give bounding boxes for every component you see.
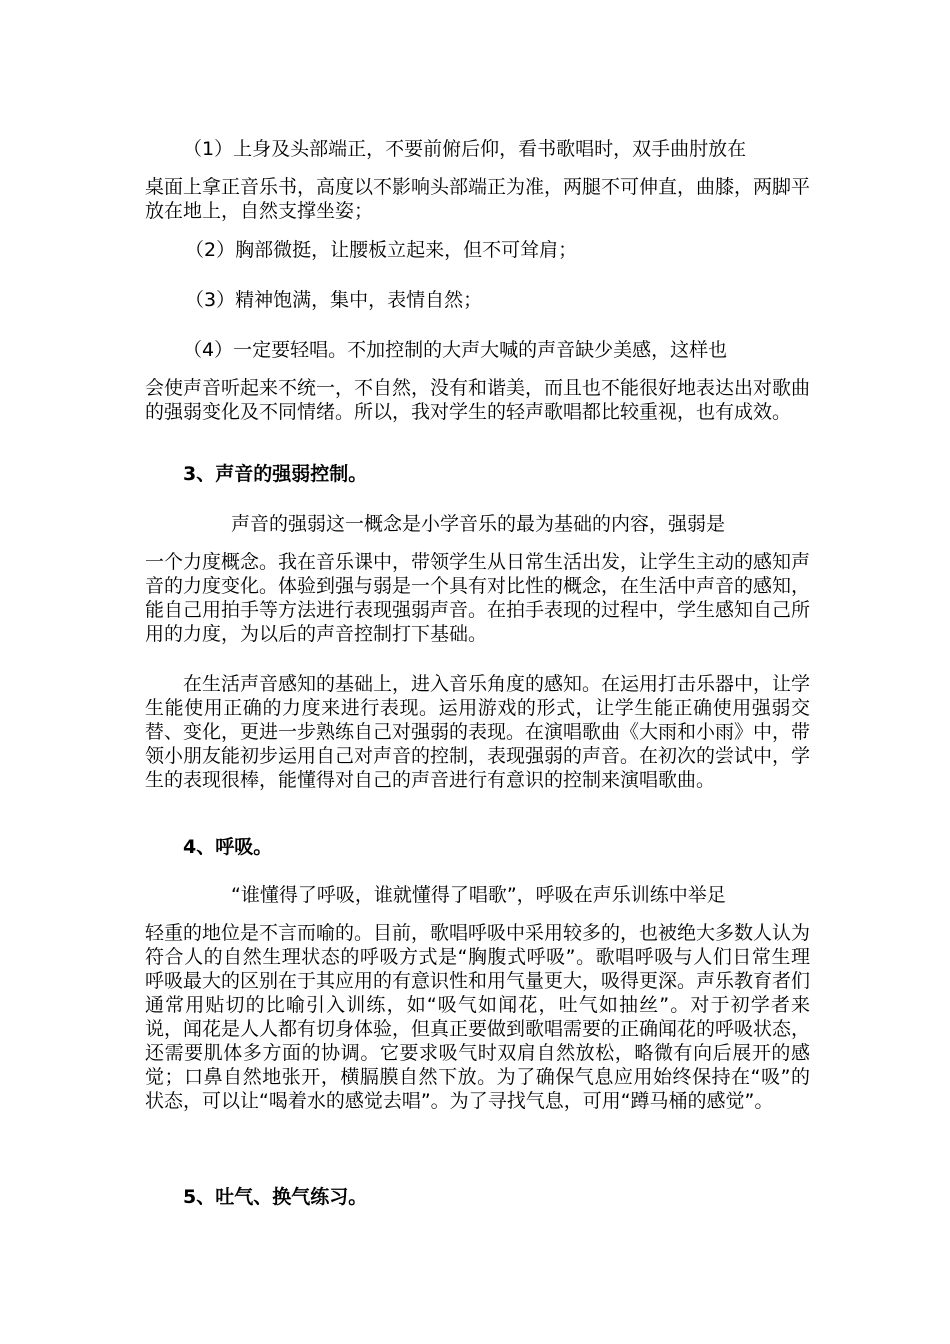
- section-heading-5: 5、吐气、换气练习。: [183, 1186, 368, 1208]
- paragraph-body: 桌面上拿正音乐书，高度以不影响头部端正为准，两腿不可伸直，曲膝，两脚平放在地上，自然支撑坐姿；: [145, 176, 811, 222]
- paragraph-first-line: 声音的强弱这一概念是小学音乐的最为基础的内容，强弱是: [231, 513, 726, 535]
- paragraph-breathing: [145, 883, 810, 1113]
- paragraph-posture-2: （2）胸部微挺，让腰板立起来，但不可耸肩；: [185, 239, 578, 261]
- paragraph-posture-1: [145, 137, 810, 223]
- paragraph-body: 会使声音听起来不统一，不自然，没有和谐美，而且也不能很好地表达出对歌曲的强弱变化及不同情绪。所以，我对学生的轻声歌唱都比较重视，也有成效。: [145, 377, 811, 423]
- paragraph-body: 一个力度概念。我在音乐课中，带领学生从日常生活出发，让学生主动的感知声音的力度变化。体验到强与弱是一个具有对比性的概念，在生活中声音的感知，能自己用拍手等方法进行表现强弱声音。在拍手表现的过程中，学生感知自己所用的力度，为以后的声音控制打下基础。: [145, 551, 811, 645]
- paragraph-dynamics-2: 在生活声音感知的基础上，进入音乐角度的感知。在运用打击乐器中，让学生能使用正确的力度来进行表现。运用游戏的形式，让学生能正确使用强弱交替、变化，更进一步熟练自己对强弱的表现。在演唱歌曲《大雨和小雨》中，带领小朋友能初步运用自己对声音的控制，表现强弱的声音。在初次的尝试中，学生的表现很棒，能懂得对自己的声音进行有意识的控制来演唱歌曲。: [145, 673, 811, 791]
- paragraph-first-line: （1）上身及头部端正，不要前俯后仰，看书歌唱时，双手曲肘放在: [183, 138, 747, 160]
- section-heading-4: 4、呼吸。: [183, 836, 273, 858]
- paragraph-posture-3: （3）精神饱满，集中，表情自然；: [185, 289, 483, 311]
- paragraph-dynamics-1: [145, 512, 810, 646]
- paragraph-first-line: “谁懂得了呼吸，谁就懂得了唱歌”，呼吸在声乐训练中举足: [231, 884, 726, 906]
- paragraph-body: 轻重的地位是不言而喻的。目前，歌唱呼吸中采用较多的，也被绝大多数人认为符合人的自然生理状态的呼吸方式是“胸腹式呼吸”。歌唱呼吸与人们日常生理呼吸最大的区别在于其应用的有意识性和用气量更大，吸得更深。声乐教育者们通常用贴切的比喻引入训练，如“吸气如闻花，吐气如抽丝”。对于初学者来说，闻花是人人都有切身体验，但真正要做到歌唱需要的正确闻花的呼吸状态，还需要肌体多方面的协调。它要求吸气时双肩自然放松，略微有向后展开的感觉；口鼻自然地张开，横膈膜自然下放。为了确保气息应用始终保持在“吸”的状态，可以让“喝着水的感觉去唱”。为了寻找气息，可用“蹲马桶的感觉”。: [145, 922, 811, 1112]
- section-heading-3: 3、声音的强弱控制。: [183, 463, 368, 485]
- paragraph-posture-4: [145, 338, 810, 424]
- paragraph-first-line: （4）一定要轻唱。不加控制的大声大喊的声音缺少美感，这样也: [183, 339, 728, 361]
